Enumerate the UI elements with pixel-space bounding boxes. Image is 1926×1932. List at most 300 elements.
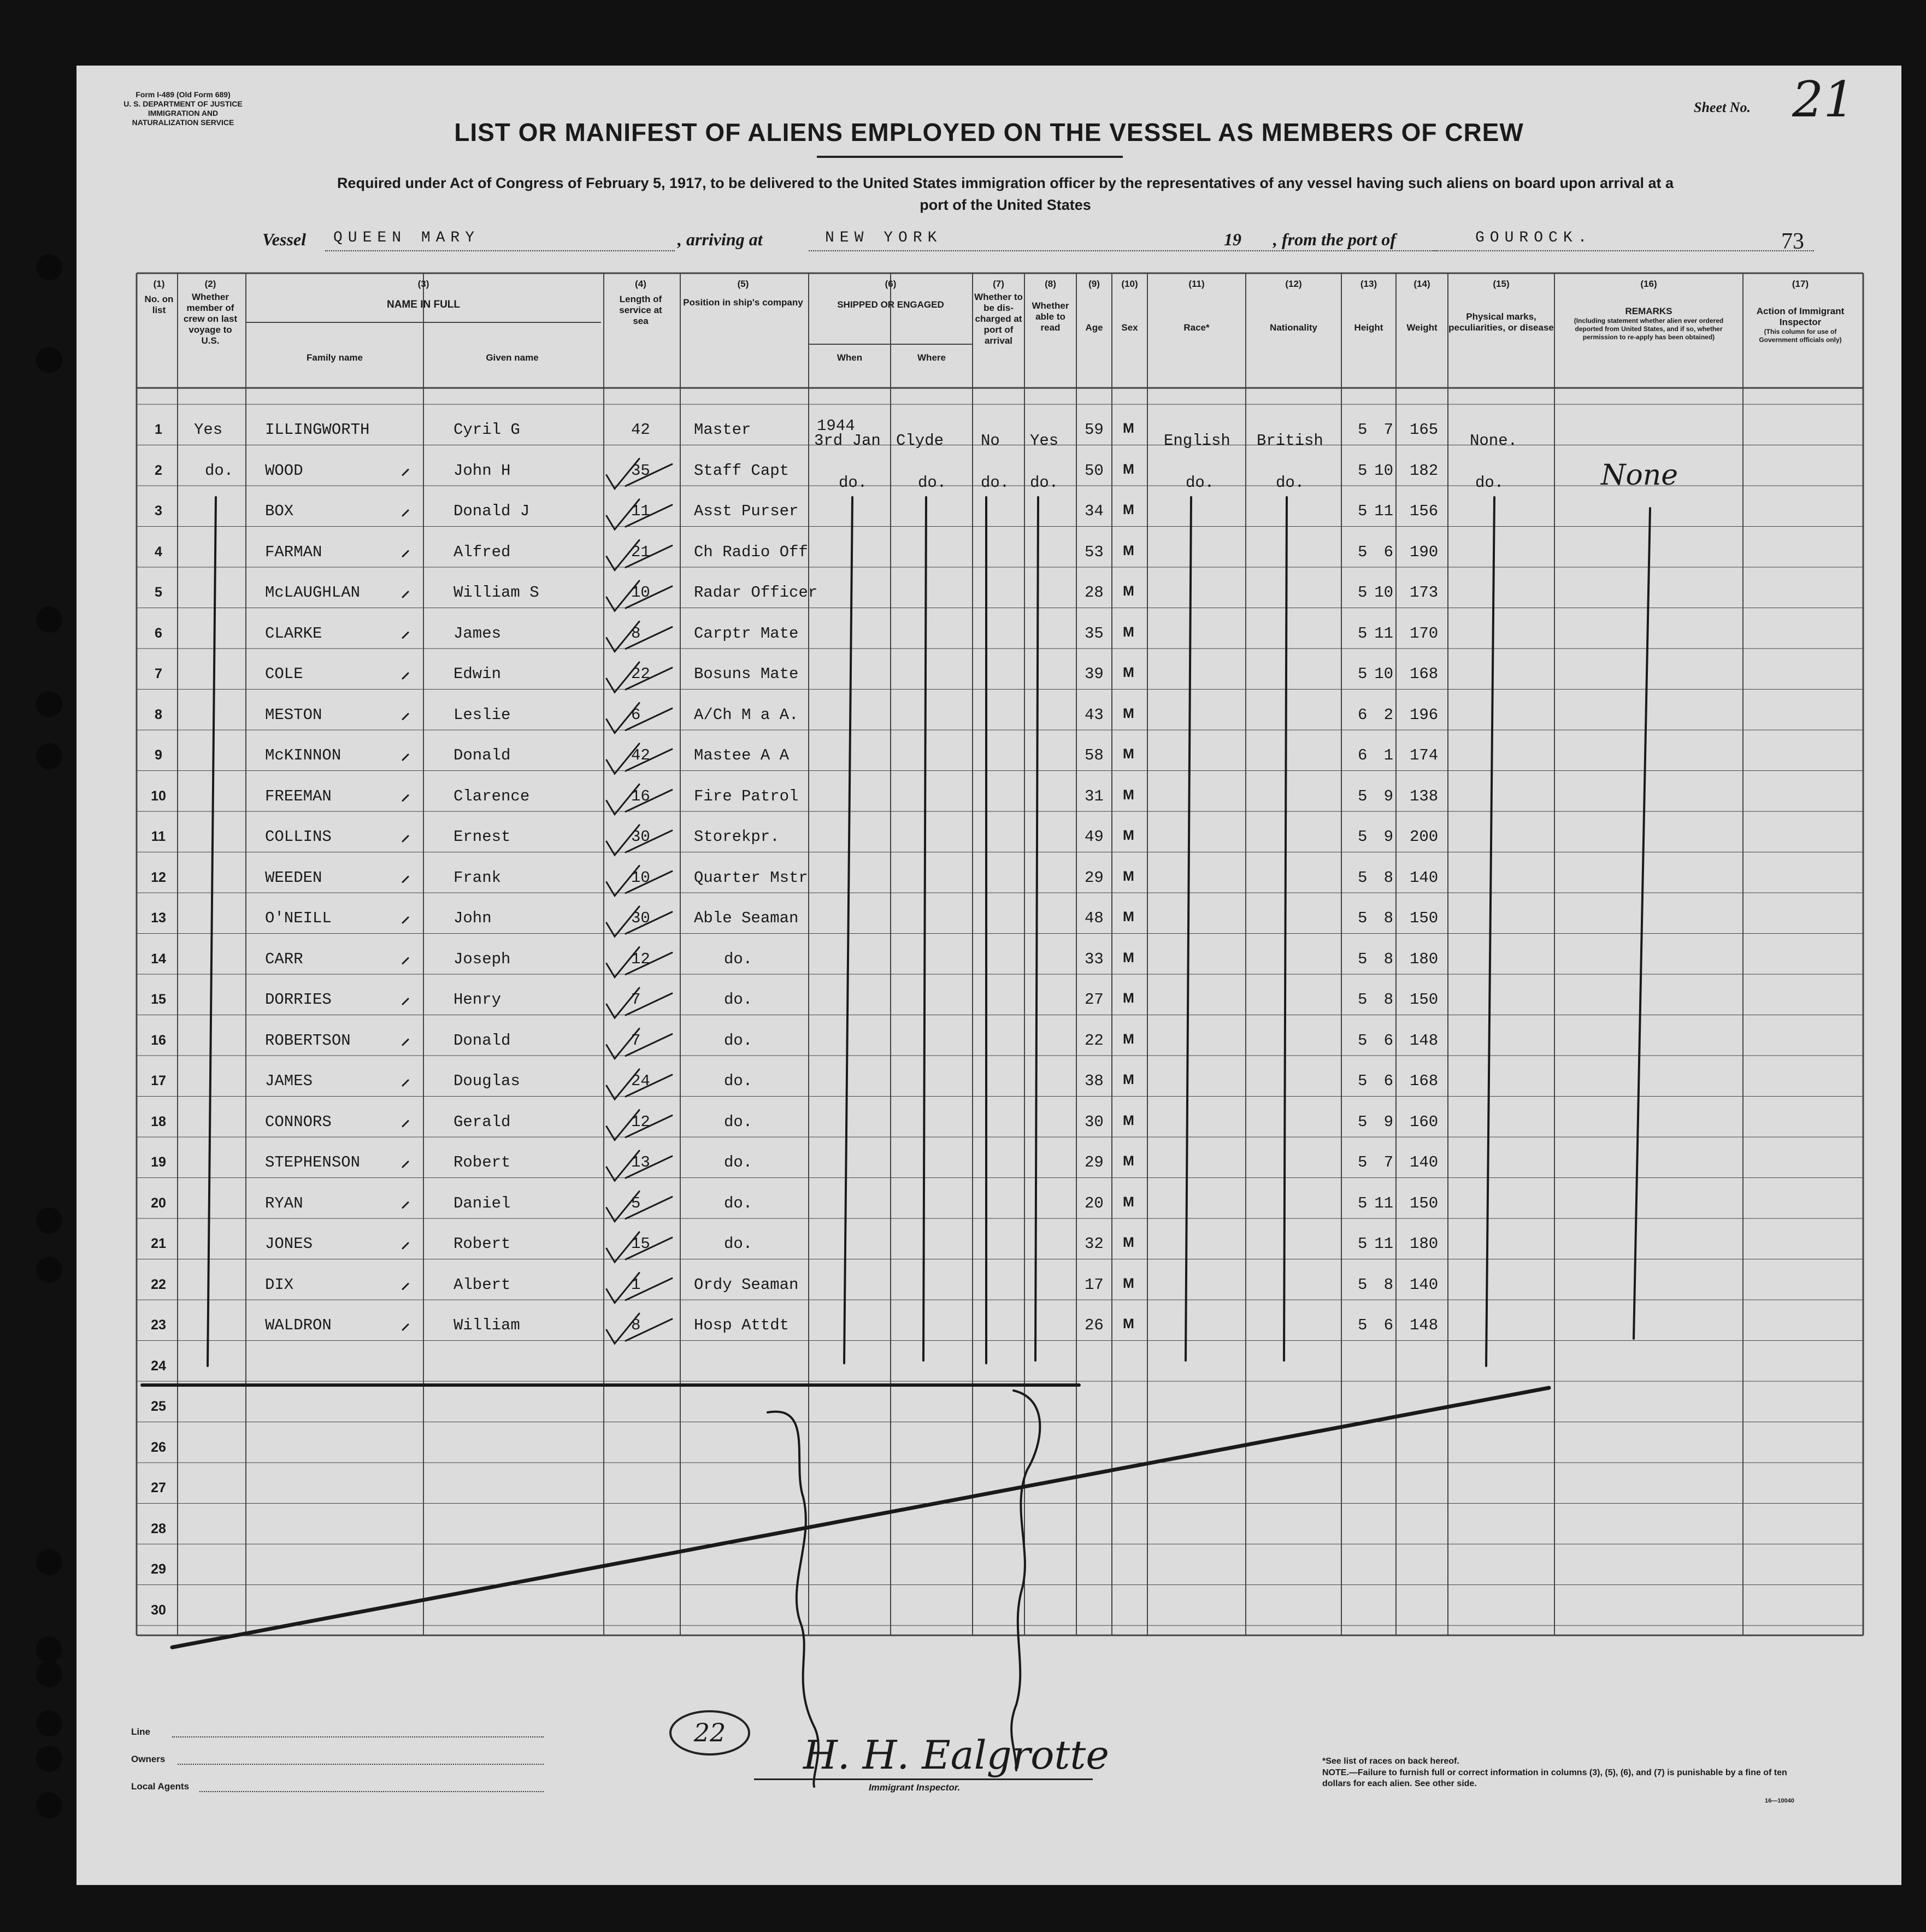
family-name: ROBERTSON <box>265 1031 351 1050</box>
height-inches: 11 <box>1374 624 1393 643</box>
sex: M <box>1123 705 1134 721</box>
punch-hole <box>36 606 62 633</box>
height-feet: 5 <box>1358 461 1368 480</box>
family-name: CLARKE <box>265 624 322 643</box>
ditto-line-col6a <box>844 497 852 1363</box>
check-mark <box>606 1069 639 1099</box>
position: Ordy Seaman <box>694 1275 799 1294</box>
family-name: WOOD <box>265 461 303 480</box>
height-feet: 5 <box>1358 950 1368 968</box>
header-col-6a: When <box>837 352 863 363</box>
punch-hole <box>36 1636 62 1663</box>
given-name: Donald <box>453 746 511 764</box>
race-value: English <box>1164 432 1230 450</box>
weight: 156 <box>1410 502 1439 520</box>
height-inches: 6 <box>1383 543 1393 561</box>
length-of-service: 21 <box>631 543 650 561</box>
height-inches: 6 <box>1383 1072 1393 1090</box>
tick-mark <box>403 1203 408 1208</box>
weight: 180 <box>1410 950 1439 968</box>
signature-rule <box>754 1778 1093 1780</box>
age: 35 <box>1085 624 1104 643</box>
height-feet: 6 <box>1358 746 1368 764</box>
height-feet: 6 <box>1358 705 1368 724</box>
print-code: 16—10040 <box>1765 1798 1794 1804</box>
header-col-3a: Family name <box>307 352 363 363</box>
punch-hole <box>36 254 62 280</box>
col-6-title: SHIPPED OR ENGAGED <box>837 299 944 310</box>
col-1-number: (1) <box>153 279 165 289</box>
col-11-title: Race* <box>1183 322 1210 333</box>
given-name: Robert <box>453 1153 511 1171</box>
tick-mark <box>403 714 408 720</box>
row-number: 23 <box>151 1317 166 1333</box>
col-15-title: Physical marks, peculiarities, or disease <box>1448 311 1554 333</box>
position: do. <box>724 991 753 1009</box>
position: Able Seaman <box>694 909 799 927</box>
sex: M <box>1123 1031 1134 1047</box>
row-number: 22 <box>151 1276 166 1292</box>
height-inches: 6 <box>1383 1031 1393 1050</box>
shipped-year: 1944 <box>817 417 855 435</box>
page-number: 73 <box>1781 229 1804 254</box>
shipped-where: Clyde <box>896 432 944 450</box>
sex: M <box>1123 543 1134 558</box>
col-10-number: (10) <box>1121 279 1138 289</box>
weight: 160 <box>1410 1112 1439 1131</box>
col-14-number: (14) <box>1413 279 1430 289</box>
punch-hole <box>36 1792 62 1818</box>
physical-marks-value: None. <box>1470 432 1518 450</box>
height-feet: 5 <box>1358 868 1368 887</box>
table-strike-line <box>172 1388 1549 1647</box>
age: 43 <box>1085 705 1104 724</box>
height-inches: 9 <box>1383 787 1393 805</box>
col-5-number: (5) <box>737 279 749 289</box>
given-name: Donald <box>453 1031 511 1050</box>
discharged-value: No <box>981 432 1000 450</box>
punch-hole <box>36 1549 62 1575</box>
age: 20 <box>1085 1194 1104 1212</box>
given-name: James <box>453 624 502 643</box>
weight: 174 <box>1410 746 1439 764</box>
row-number: 24 <box>151 1358 166 1374</box>
weight: 190 <box>1410 543 1439 561</box>
height-inches: 11 <box>1374 1194 1393 1212</box>
col-13-number: (13) <box>1360 279 1377 289</box>
height-inches: 1 <box>1383 746 1393 764</box>
col-14-title: Weight <box>1406 322 1438 333</box>
family-name: DIX <box>265 1275 294 1294</box>
length-of-service: 15 <box>631 1235 650 1253</box>
weight: 148 <box>1410 1316 1439 1334</box>
row-number: 11 <box>151 829 166 844</box>
tick-mark <box>403 551 408 557</box>
sex: M <box>1123 828 1134 843</box>
position: Staff Capt <box>694 461 790 480</box>
line-label: Line <box>131 1727 150 1737</box>
shipped-when: 3rd Jan <box>814 432 881 450</box>
tick-mark <box>403 673 408 679</box>
page-title: LIST OR MANIFEST OF ALIENS EMPLOYED ON THE VESSEL AS MEMBERS OF CREW <box>454 118 1524 146</box>
row-number: 6 <box>155 625 162 641</box>
family-name: ILLINGWORTH <box>265 421 370 439</box>
manifest-sheet <box>76 66 1901 1885</box>
weight: 150 <box>1410 909 1439 927</box>
given-name: Henry <box>453 991 502 1009</box>
check-mark <box>606 1110 639 1140</box>
col-16-number: (16) <box>1640 279 1657 289</box>
row-number: 3 <box>155 503 162 519</box>
agents-rule <box>199 1791 544 1792</box>
age: 53 <box>1085 543 1104 561</box>
row-number: 27 <box>151 1480 166 1495</box>
given-name: Edwin <box>453 665 502 683</box>
row-number: 15 <box>151 992 166 1007</box>
given-name: Leslie <box>453 705 511 724</box>
given-name: Alfred <box>453 543 511 561</box>
check-mark <box>606 459 639 489</box>
age: 29 <box>1085 868 1104 887</box>
family-name: MESTON <box>265 705 322 724</box>
vessel-name: QUEEN MARY <box>333 229 480 246</box>
check-mark <box>606 622 639 652</box>
sheet-number: 21 <box>1792 71 1855 128</box>
col-12-title: Nationality <box>1270 322 1317 333</box>
squiggle-right <box>1011 1391 1040 1770</box>
family-name: JAMES <box>265 1072 313 1090</box>
given-name: Clarence <box>453 787 530 805</box>
length-of-service: 11 <box>631 502 650 520</box>
height-inches: 9 <box>1383 1112 1393 1131</box>
length-of-service: 7 <box>631 1031 641 1050</box>
form-number: Form I-489 (Old Form 689) <box>136 90 231 99</box>
tick-mark <box>403 633 408 638</box>
weight: 170 <box>1410 624 1439 643</box>
family-name: RYAN <box>265 1194 303 1212</box>
subtitle-line-1: Required under Act of Congress of February 5, 1917, to be delivered to the United States immigration officer by the representatives of any vessel having such aliens on board upon arrival at a <box>337 175 1674 191</box>
length-of-service: 8 <box>631 1316 641 1334</box>
position: Mastee A A <box>694 746 790 764</box>
check-mark <box>606 785 639 815</box>
sex: M <box>1123 1194 1134 1210</box>
family-name: CONNORS <box>265 1112 332 1131</box>
punch-hole <box>36 1746 62 1772</box>
ditto-when: do. <box>839 474 868 492</box>
position: Quarter Mstr <box>694 868 808 887</box>
weight: 140 <box>1410 868 1439 887</box>
weight: 150 <box>1410 991 1439 1009</box>
agents-label: Local Agents <box>131 1781 190 1792</box>
height-feet: 5 <box>1358 1112 1368 1131</box>
given-name: Albert <box>453 1275 511 1294</box>
check-mark <box>606 825 639 855</box>
tick-mark <box>403 470 408 475</box>
col-3-title: NAME IN FULL <box>386 299 461 310</box>
length-of-service: 24 <box>631 1072 650 1090</box>
punch-hole <box>36 347 62 373</box>
age: 29 <box>1085 1153 1104 1171</box>
age: 59 <box>1085 421 1104 439</box>
given-name: Gerald <box>453 1112 511 1131</box>
row-number: 20 <box>151 1195 166 1211</box>
sex: M <box>1123 787 1134 803</box>
given-name: Ernest <box>453 828 511 846</box>
check-mark <box>606 1192 639 1222</box>
height-feet: 5 <box>1358 1072 1368 1090</box>
owners-rule <box>178 1764 544 1765</box>
able-to-read-value: Yes <box>1030 432 1059 450</box>
sex: M <box>1123 1072 1134 1087</box>
check-mark <box>606 988 639 1018</box>
col-7-title: Whether to be dis-charged at port of arrival <box>974 292 1023 346</box>
height-inches: 2 <box>1383 705 1393 724</box>
height-inches: 11 <box>1374 502 1393 520</box>
col-9-title: Age <box>1085 322 1103 333</box>
tick-mark <box>403 1162 408 1167</box>
from-port: GOUROCK. <box>1475 229 1593 246</box>
given-name: Douglas <box>453 1072 520 1090</box>
check-mark <box>606 866 639 896</box>
sex: M <box>1123 502 1134 517</box>
position: Asst Purser <box>694 502 799 520</box>
height-feet: 5 <box>1358 543 1368 561</box>
position: Fire Patrol <box>694 787 799 805</box>
punch-hole <box>36 691 62 717</box>
height-inches: 8 <box>1383 950 1393 968</box>
family-name: DORRIES <box>265 991 332 1009</box>
header-col-3b: Given name <box>486 352 539 363</box>
from-label: , from the port of <box>1273 229 1396 249</box>
row-number: 14 <box>151 951 166 967</box>
height-inches: 7 <box>1383 1153 1393 1171</box>
weight: 140 <box>1410 1153 1439 1171</box>
row-number: 8 <box>155 706 162 722</box>
position: Radar Officer <box>694 584 818 602</box>
weight: 165 <box>1410 421 1439 439</box>
handwritten-strokes <box>76 66 1901 1885</box>
length-of-service: 16 <box>631 787 650 805</box>
tick-mark <box>403 1324 408 1330</box>
height-feet: 5 <box>1358 1235 1368 1253</box>
punch-hole <box>36 1257 62 1283</box>
row-number: 25 <box>151 1399 166 1414</box>
row-number: 7 <box>155 666 162 681</box>
position: Bosuns Mate <box>694 665 799 683</box>
height-feet: 5 <box>1358 1275 1368 1294</box>
last-voyage: do. <box>205 461 234 480</box>
col-6-number: (6) <box>885 279 897 289</box>
age: 17 <box>1085 1275 1104 1294</box>
col-16-title: REMARKS <box>1625 306 1672 316</box>
family-name: McLAUGHLAN <box>265 584 361 602</box>
height-inches: 11 <box>1374 1235 1393 1253</box>
length-of-service: 8 <box>631 624 641 643</box>
height-feet: 5 <box>1358 421 1368 439</box>
check-mark <box>606 581 639 611</box>
ditto-line-col12 <box>1284 497 1287 1360</box>
tick-mark <box>403 836 408 841</box>
check-mark <box>606 1232 639 1262</box>
weight: 140 <box>1410 1275 1439 1294</box>
family-name: FARMAN <box>265 543 322 561</box>
row-number: 17 <box>151 1073 166 1088</box>
races-note: *See list of races on back hereof. <box>1322 1757 1459 1766</box>
check-mark <box>606 947 639 977</box>
ditto-where: do. <box>918 474 947 492</box>
tick-mark <box>403 958 408 964</box>
arriving-label: , arriving at <box>678 229 763 249</box>
sex: M <box>1123 1316 1134 1332</box>
row-number: 16 <box>151 1032 166 1048</box>
check-mark <box>606 703 639 733</box>
sex: M <box>1123 665 1134 680</box>
age: 31 <box>1085 787 1104 805</box>
weight: 180 <box>1410 1235 1439 1253</box>
vessel-label: Vessel <box>262 229 306 249</box>
row-number: 4 <box>155 544 162 559</box>
sex: M <box>1123 909 1134 924</box>
col-8-title: Whether able to read <box>1032 301 1069 333</box>
tick-mark <box>403 1080 408 1086</box>
punch-hole <box>36 1207 62 1234</box>
row-number: 18 <box>151 1114 166 1129</box>
sex: M <box>1123 461 1134 477</box>
header-col-6b: Where <box>917 352 946 363</box>
col-4-number: (4) <box>635 279 646 289</box>
col-8-number: (8) <box>1045 279 1056 289</box>
position: Ch Radio Off <box>694 543 808 561</box>
weight: 196 <box>1410 705 1439 724</box>
row-number: 1 <box>155 422 162 437</box>
height-inches: 10 <box>1374 584 1393 602</box>
weight: 173 <box>1410 584 1439 602</box>
age: 39 <box>1085 665 1104 683</box>
family-name: McKINNON <box>265 746 341 764</box>
squiggle-left <box>768 1412 818 1787</box>
col-13-title: Height <box>1354 322 1383 333</box>
ditto-line-col8 <box>1035 497 1038 1360</box>
height-feet: 5 <box>1358 1031 1368 1050</box>
height-feet: 5 <box>1358 502 1368 520</box>
height-feet: 5 <box>1358 665 1368 683</box>
length-of-service: 42 <box>631 746 650 764</box>
sex: M <box>1123 624 1134 640</box>
check-mark <box>606 1029 639 1059</box>
last-voyage: Yes <box>194 421 223 439</box>
tick-mark <box>403 917 408 923</box>
col-7-number: (7) <box>993 279 1004 289</box>
height-feet: 5 <box>1358 1153 1368 1171</box>
row-number: 13 <box>151 910 166 926</box>
position: do. <box>724 1112 753 1131</box>
subtitle-line-2: port of the United States <box>920 197 1091 213</box>
age: 48 <box>1085 909 1104 927</box>
sex: M <box>1123 746 1134 762</box>
ditto-line-remarks <box>1634 508 1650 1339</box>
given-name: John <box>453 909 492 927</box>
row-number: 10 <box>151 788 166 804</box>
length-of-service: 7 <box>631 991 641 1009</box>
height-inches: 6 <box>1383 1316 1393 1334</box>
position: A/Ch M a A. <box>694 705 799 724</box>
col-4-title: Length of service at sea <box>619 294 662 326</box>
height-feet: 5 <box>1358 787 1368 805</box>
age: 27 <box>1085 991 1104 1009</box>
age: 38 <box>1085 1072 1104 1090</box>
age: 28 <box>1085 584 1104 602</box>
tick-mark <box>403 755 408 760</box>
length-of-service: 10 <box>631 868 650 887</box>
family-name: COLE <box>265 665 303 683</box>
height-inches: 8 <box>1383 909 1393 927</box>
inspector-signature: H. H. Ealgrotte <box>803 1732 1109 1778</box>
row-number: 29 <box>151 1562 166 1577</box>
given-name: Cyril G <box>453 421 520 439</box>
ditto-marks: do. <box>1475 474 1504 492</box>
col-11-number: (11) <box>1188 279 1205 289</box>
arriving-port: NEW YORK <box>825 229 943 246</box>
height-feet: 5 <box>1358 624 1368 643</box>
family-name: FREEMAN <box>265 787 332 805</box>
height-inches: 10 <box>1374 665 1393 683</box>
sex: M <box>1123 991 1134 1006</box>
punch-hole <box>36 743 62 769</box>
height-feet: 5 <box>1358 1194 1368 1212</box>
year-label: 19 <box>1224 229 1241 249</box>
position: Storekpr. <box>694 828 780 846</box>
tick-mark <box>403 1243 408 1248</box>
length-of-service: 12 <box>631 1112 650 1131</box>
col-3-number: (3) <box>417 279 429 289</box>
height-inches: 9 <box>1383 828 1393 846</box>
ditto-discharged: do. <box>981 474 1010 492</box>
position: Hosp Attdt <box>694 1316 790 1334</box>
nationality-value: British <box>1257 432 1323 450</box>
length-of-service: 35 <box>631 461 650 480</box>
age: 49 <box>1085 828 1104 846</box>
tick-mark <box>403 1040 408 1045</box>
col-5-title: Position in ship's company <box>683 297 803 308</box>
height-inches: 8 <box>1383 1275 1393 1294</box>
sex: M <box>1123 584 1134 599</box>
tick-mark <box>403 592 408 597</box>
owners-label: Owners <box>131 1754 166 1764</box>
given-name: William S <box>453 584 539 602</box>
sex: M <box>1123 950 1134 965</box>
age: 34 <box>1085 502 1104 520</box>
row-number: 5 <box>155 585 162 600</box>
weight: 148 <box>1410 1031 1439 1050</box>
sheet-label: Sheet No. <box>1694 99 1751 115</box>
col-10-title: Sex <box>1121 322 1138 333</box>
age: 26 <box>1085 1316 1104 1334</box>
family-name: COLLINS <box>265 828 332 846</box>
length-of-service: 30 <box>631 909 650 927</box>
col-2-title: Whether member of crew on last voyage to U.S. <box>183 292 238 346</box>
punch-hole <box>36 1661 62 1687</box>
given-name: Joseph <box>453 950 511 968</box>
row-number: 19 <box>151 1155 166 1170</box>
length-of-service: 10 <box>631 584 650 602</box>
col-17-note: (This column for use of Government officials only) <box>1759 328 1842 344</box>
weight: 182 <box>1410 461 1439 480</box>
service-name: IMMIGRATION AND NATURALIZATION SERVICE <box>132 109 234 127</box>
height-inches: 8 <box>1383 868 1393 887</box>
weight: 150 <box>1410 1194 1439 1212</box>
length-of-service: 22 <box>631 665 650 683</box>
given-name: Daniel <box>453 1194 511 1212</box>
